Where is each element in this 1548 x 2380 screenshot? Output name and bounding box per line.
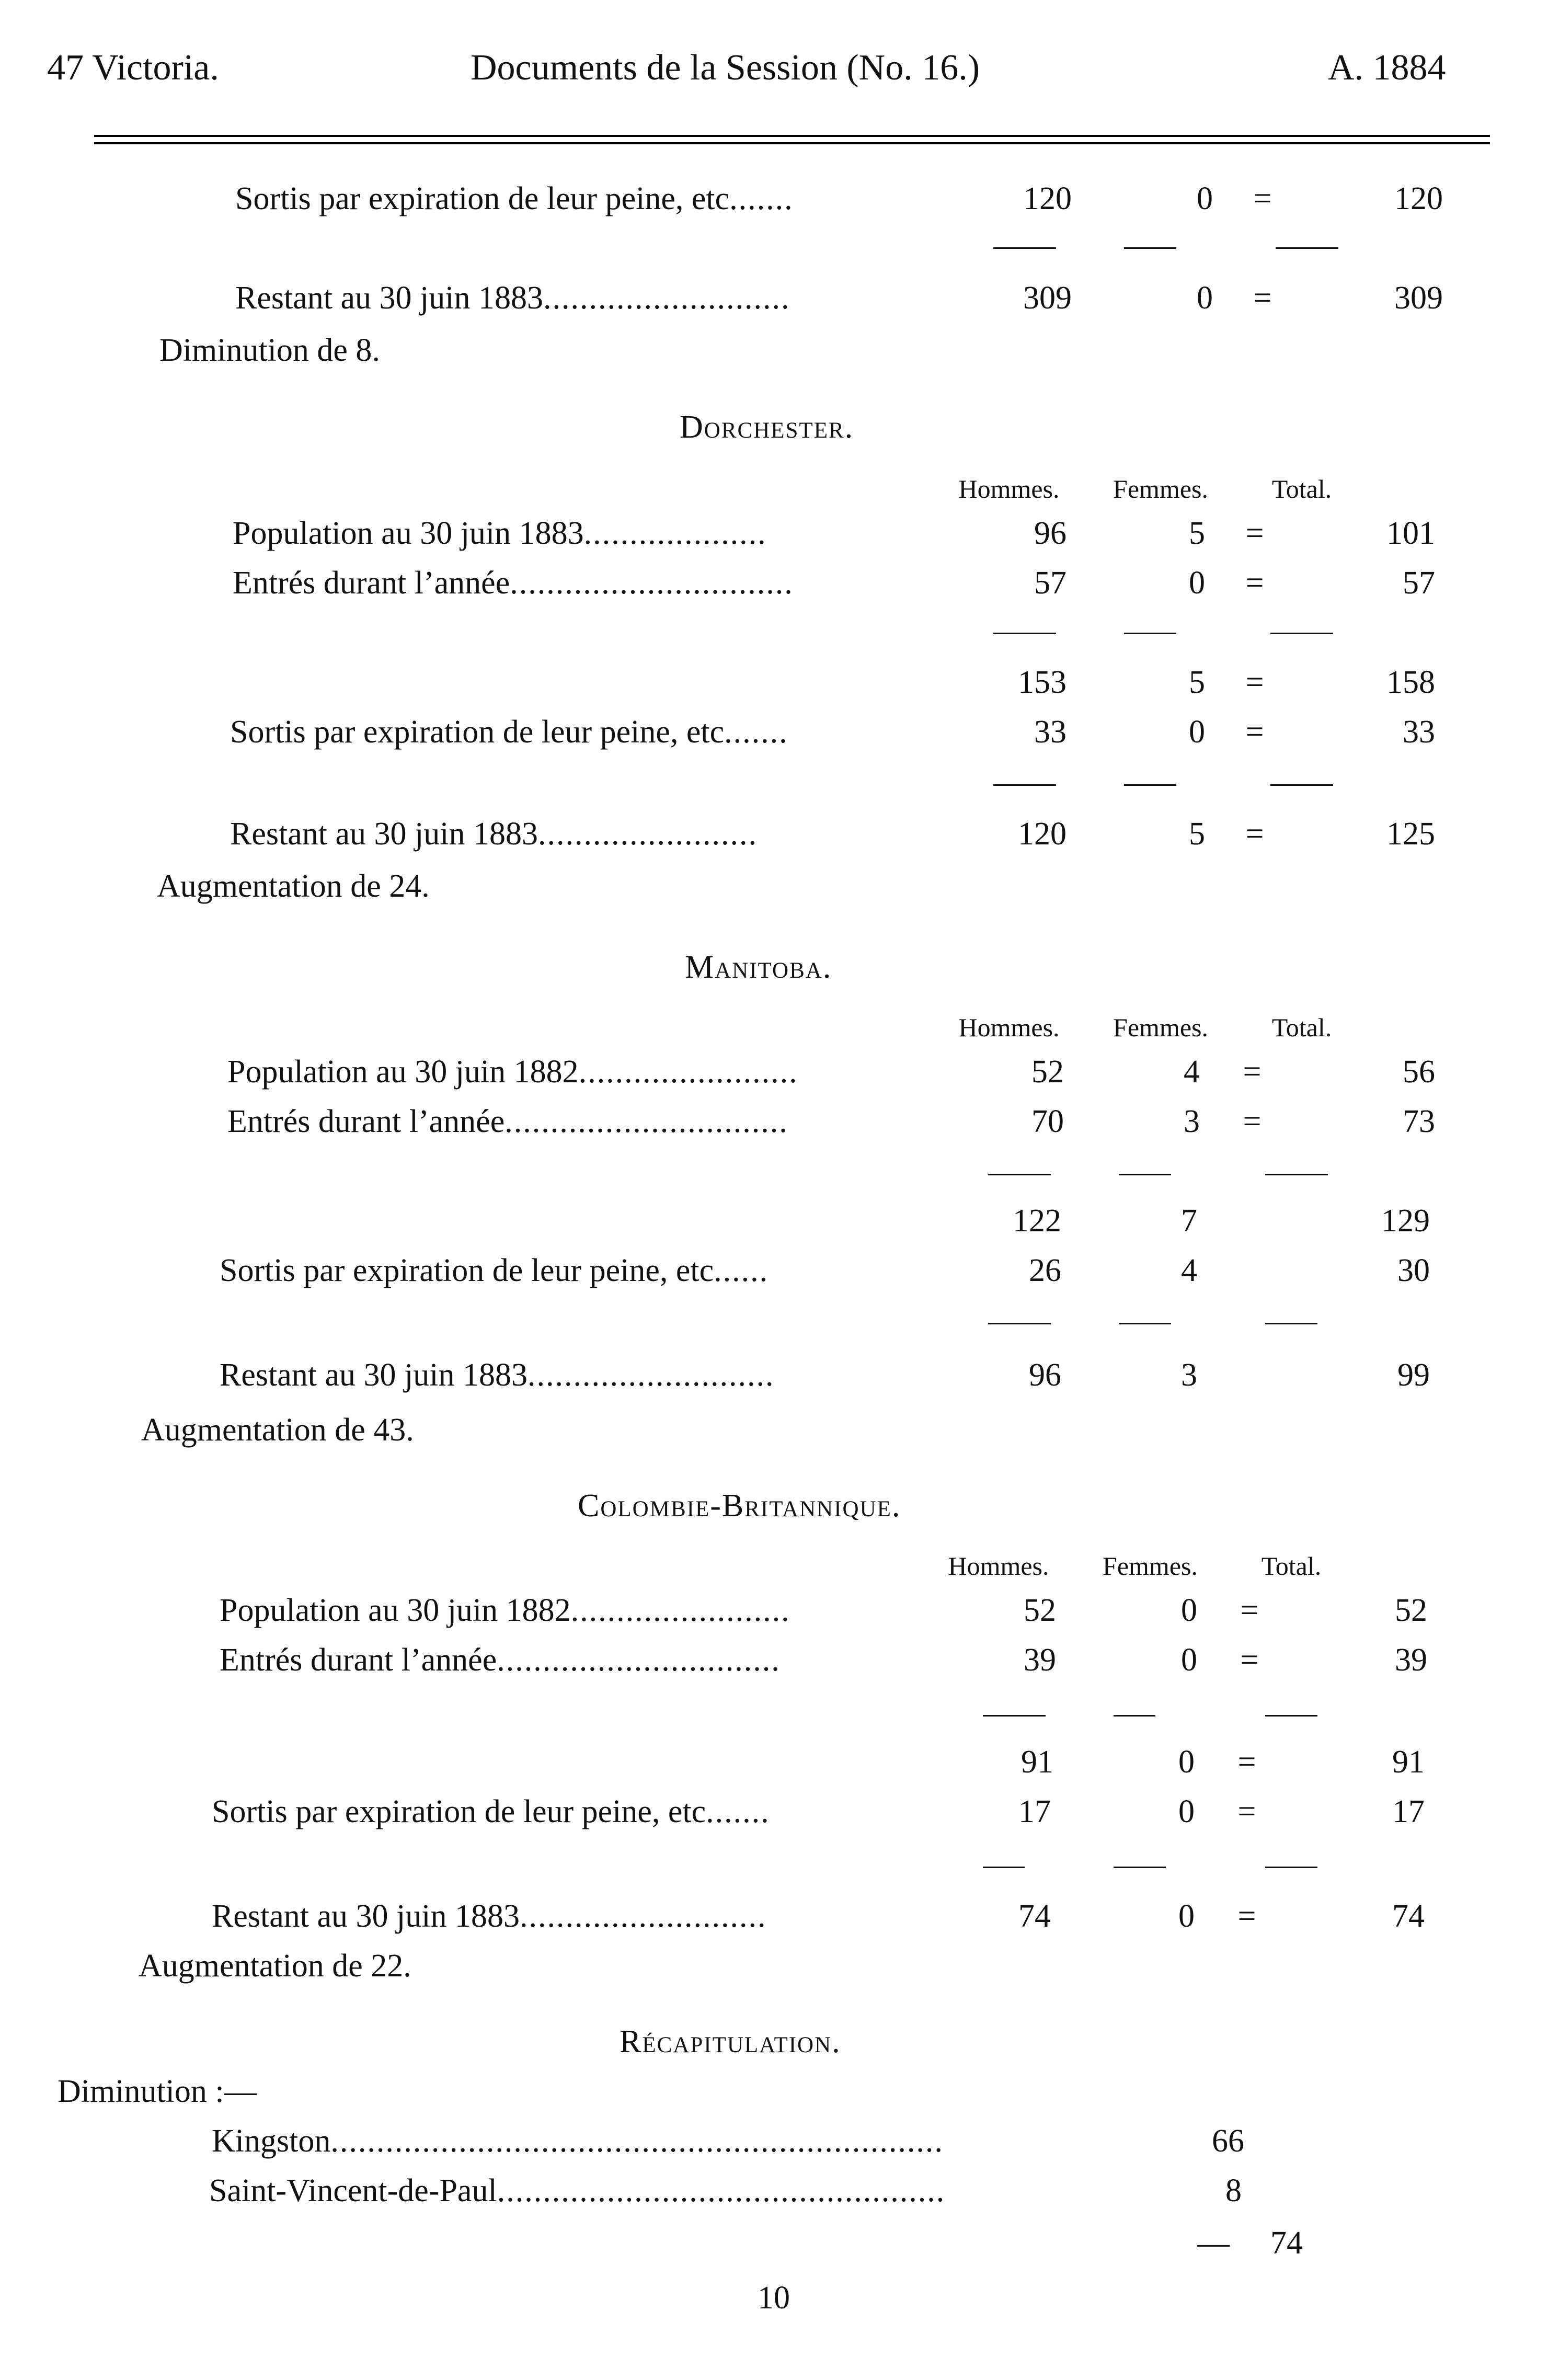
total-value: 39 <box>1395 1642 1427 1678</box>
sum-dash <box>1124 784 1176 786</box>
table-row <box>233 659 1487 706</box>
total-value: 17 <box>1392 1794 1425 1829</box>
recap-total: 74 <box>1270 2225 1303 2261</box>
sum-dash <box>1114 1867 1166 1868</box>
total-value: 30 <box>1397 1253 1430 1288</box>
hommes-value: 74 <box>1018 1898 1051 1934</box>
page-number: 10 <box>758 2280 790 2316</box>
row-label: Entrés durant l’année <box>220 1642 497 1678</box>
recap-label: Saint-Vincent-de-Paul <box>209 2173 497 2209</box>
row-leader: ........................... <box>527 1357 775 1393</box>
hommes-value: 96 <box>1029 1357 1061 1393</box>
total-value: 129 <box>1381 1203 1430 1239</box>
equals-sign: = <box>1240 1642 1259 1678</box>
total-value: 99 <box>1397 1357 1430 1393</box>
total-value: 125 <box>1386 816 1435 852</box>
header-right: A. 1884 <box>1328 48 1446 88</box>
equals-sign: = <box>1253 280 1272 316</box>
total-value: 309 <box>1394 280 1443 316</box>
table-row <box>212 1893 1466 1940</box>
femmes-value: 4 <box>1181 1253 1197 1288</box>
header-rule-bottom <box>94 142 1490 144</box>
total-value: 158 <box>1386 665 1435 700</box>
femmes-value: 3 <box>1184 1104 1200 1139</box>
col-hommes: Hommes. <box>948 1551 1049 1581</box>
total-value: 52 <box>1395 1593 1427 1628</box>
row-label: Sortis par expiration de leur peine, etc <box>212 1794 706 1829</box>
row-leader: ........................ <box>537 816 758 852</box>
table-row <box>230 810 1485 857</box>
row-leader: ........................... <box>519 1898 767 1934</box>
recap-total-row <box>1176 2219 1385 2267</box>
row-label: Entrés durant l’année <box>233 565 510 601</box>
hommes-value: 52 <box>1024 1593 1056 1628</box>
femmes-value: 0 <box>1181 1593 1197 1628</box>
row-label: Sortis par expiration de leur peine, etc <box>235 181 730 216</box>
header-rule-top <box>94 135 1490 137</box>
table-row <box>227 1197 1482 1244</box>
row-label: Entrés durant l’année <box>227 1104 505 1139</box>
sum-dash <box>1276 247 1338 249</box>
sum-dash <box>1119 1174 1171 1175</box>
col-total: Total. <box>1271 1013 1332 1042</box>
recap-value: 66 <box>1212 2123 1244 2159</box>
femmes-value: 0 <box>1197 181 1213 216</box>
hommes-value: 57 <box>1034 565 1067 601</box>
femmes-value: 3 <box>1181 1357 1197 1393</box>
sum-dash <box>1270 784 1333 786</box>
sum-dash <box>1265 1715 1317 1717</box>
header-left: 47 Victoria. <box>47 48 219 88</box>
table-row <box>220 1247 1474 1294</box>
col-femmes: Femmes. <box>1103 1551 1198 1581</box>
table-row <box>220 1738 1474 1786</box>
section-title: Dorchester. <box>680 409 854 445</box>
recap-heading: Diminution :— <box>58 2074 257 2109</box>
table-row <box>220 1352 1474 1399</box>
section-note: Augmentation de 43. <box>141 1412 414 1448</box>
row-leader: ........................ <box>570 1593 790 1628</box>
femmes-value: 5 <box>1189 516 1205 551</box>
row-label: Sortis par expiration de leur peine, etc <box>230 714 725 750</box>
equals-sign: = <box>1245 816 1264 852</box>
recap-leader: ................................................................... <box>330 2123 944 2159</box>
row-label: Restant au 30 juin 1883 <box>235 280 543 316</box>
row-label: Sortis par expiration de leur peine, etc <box>220 1253 714 1288</box>
femmes-value: 4 <box>1184 1054 1200 1090</box>
total-value: 101 <box>1386 516 1435 551</box>
equals-sign: = <box>1237 1898 1256 1934</box>
femmes-value: 0 <box>1181 1642 1197 1678</box>
femmes-value: 0 <box>1178 1794 1195 1829</box>
equals-sign: = <box>1237 1744 1256 1780</box>
hommes-value: 120 <box>1018 816 1067 852</box>
sum-dash <box>983 1715 1046 1717</box>
femmes-value: 0 <box>1178 1898 1195 1934</box>
row-leader: ....... <box>724 714 788 750</box>
femmes-value: 5 <box>1189 816 1205 852</box>
equals-sign: = <box>1243 1054 1262 1090</box>
hommes-value: 122 <box>1013 1203 1061 1239</box>
row-leader: ........................ <box>578 1054 798 1090</box>
section-note: Augmentation de 22. <box>139 1948 411 1984</box>
row-label: Population au 30 juin 1883 <box>233 516 584 551</box>
equals-sign: = <box>1245 565 1264 601</box>
header-title: Documents de la Session (No. 16.) <box>471 48 980 88</box>
sum-dash <box>1270 633 1333 634</box>
sum-dash <box>1119 1323 1171 1324</box>
recap-dash: — <box>1197 2225 1230 2261</box>
hommes-value: 17 <box>1018 1794 1051 1829</box>
section-note: Diminution de 8. <box>159 333 380 368</box>
col-hommes: Hommes. <box>958 474 1060 504</box>
col-total: Total. <box>1271 474 1332 504</box>
col-femmes: Femmes. <box>1113 1013 1208 1042</box>
sum-dash <box>988 1323 1051 1324</box>
row-leader: ...... <box>714 1253 769 1288</box>
sum-dash <box>993 784 1056 786</box>
hommes-value: 70 <box>1031 1104 1064 1139</box>
total-value: 33 <box>1403 714 1435 750</box>
sum-dash <box>1124 633 1176 634</box>
equals-sign: = <box>1237 1794 1256 1829</box>
femmes-value: 0 <box>1197 280 1213 316</box>
equals-sign: = <box>1240 1593 1259 1628</box>
hommes-value: 26 <box>1029 1253 1061 1288</box>
femmes-value: 5 <box>1189 665 1205 700</box>
hommes-value: 153 <box>1018 665 1067 700</box>
total-value: 57 <box>1403 565 1435 601</box>
hommes-value: 33 <box>1034 714 1067 750</box>
sum-dash <box>993 633 1056 634</box>
total-value: 120 <box>1394 181 1443 216</box>
recap-leader: ................................................. <box>497 2173 946 2209</box>
hommes-value: 52 <box>1031 1054 1064 1090</box>
sum-dash <box>983 1867 1025 1868</box>
row-leader: ....... <box>706 1794 770 1829</box>
femmes-value: 0 <box>1189 565 1205 601</box>
list-item <box>209 2167 1307 2214</box>
row-label: Population au 30 juin 1882 <box>220 1593 571 1628</box>
hommes-value: 120 <box>1023 181 1072 216</box>
row-leader: .................... <box>583 516 767 551</box>
table-row <box>230 708 1485 756</box>
femmes-value: 7 <box>1181 1203 1197 1239</box>
table-row <box>220 1637 1474 1684</box>
recap-label: Kingston <box>212 2123 331 2159</box>
col-femmes: Femmes. <box>1113 474 1208 504</box>
row-leader: ............................... <box>510 565 794 601</box>
col-hommes: Hommes. <box>958 1013 1060 1042</box>
col-total: Total. <box>1261 1551 1322 1581</box>
table-row <box>212 1788 1466 1835</box>
table-row <box>220 1587 1474 1634</box>
list-item <box>212 2118 1310 2165</box>
equals-sign: = <box>1245 516 1264 551</box>
row-label: Restant au 30 juin 1883 <box>212 1898 520 1934</box>
femmes-value: 0 <box>1189 714 1205 750</box>
hommes-value: 91 <box>1021 1744 1053 1780</box>
sum-dash <box>993 247 1056 249</box>
equals-sign: = <box>1245 665 1264 700</box>
row-label: Population au 30 juin 1882 <box>227 1054 579 1090</box>
sum-dash <box>1265 1867 1317 1868</box>
table-row <box>233 510 1487 557</box>
table-row <box>235 175 1490 222</box>
row-leader: ............................... <box>504 1104 788 1139</box>
sum-dash <box>1124 247 1176 249</box>
section-title: Manitoba. <box>685 949 832 985</box>
total-value: 74 <box>1392 1898 1425 1934</box>
total-value: 56 <box>1403 1054 1435 1090</box>
equals-sign: = <box>1245 714 1264 750</box>
recap-value: 8 <box>1225 2173 1242 2209</box>
sum-dash <box>988 1174 1051 1175</box>
hommes-value: 309 <box>1023 280 1072 316</box>
row-leader: ........................... <box>543 280 790 316</box>
row-label: Restant au 30 juin 1883 <box>230 816 538 852</box>
total-value: 91 <box>1392 1744 1425 1780</box>
table-row <box>235 274 1490 322</box>
sum-dash <box>1114 1715 1155 1717</box>
table-row <box>227 1048 1482 1095</box>
section-title: Récapitulation. <box>620 2024 841 2059</box>
equals-sign: = <box>1243 1104 1262 1139</box>
hommes-value: 39 <box>1024 1642 1056 1678</box>
table-row <box>227 1098 1482 1145</box>
sum-dash <box>1265 1174 1328 1175</box>
section-note: Augmentation de 24. <box>157 868 430 904</box>
row-leader: ....... <box>729 181 794 216</box>
table-row <box>233 559 1487 607</box>
equals-sign: = <box>1253 181 1272 216</box>
section-title: Colombie-Britannique. <box>578 1488 901 1524</box>
hommes-value: 96 <box>1034 516 1067 551</box>
total-value: 73 <box>1403 1104 1435 1139</box>
row-label: Restant au 30 juin 1883 <box>220 1357 528 1393</box>
row-leader: ............................... <box>497 1642 781 1678</box>
femmes-value: 0 <box>1178 1744 1195 1780</box>
sum-dash <box>1265 1323 1317 1324</box>
